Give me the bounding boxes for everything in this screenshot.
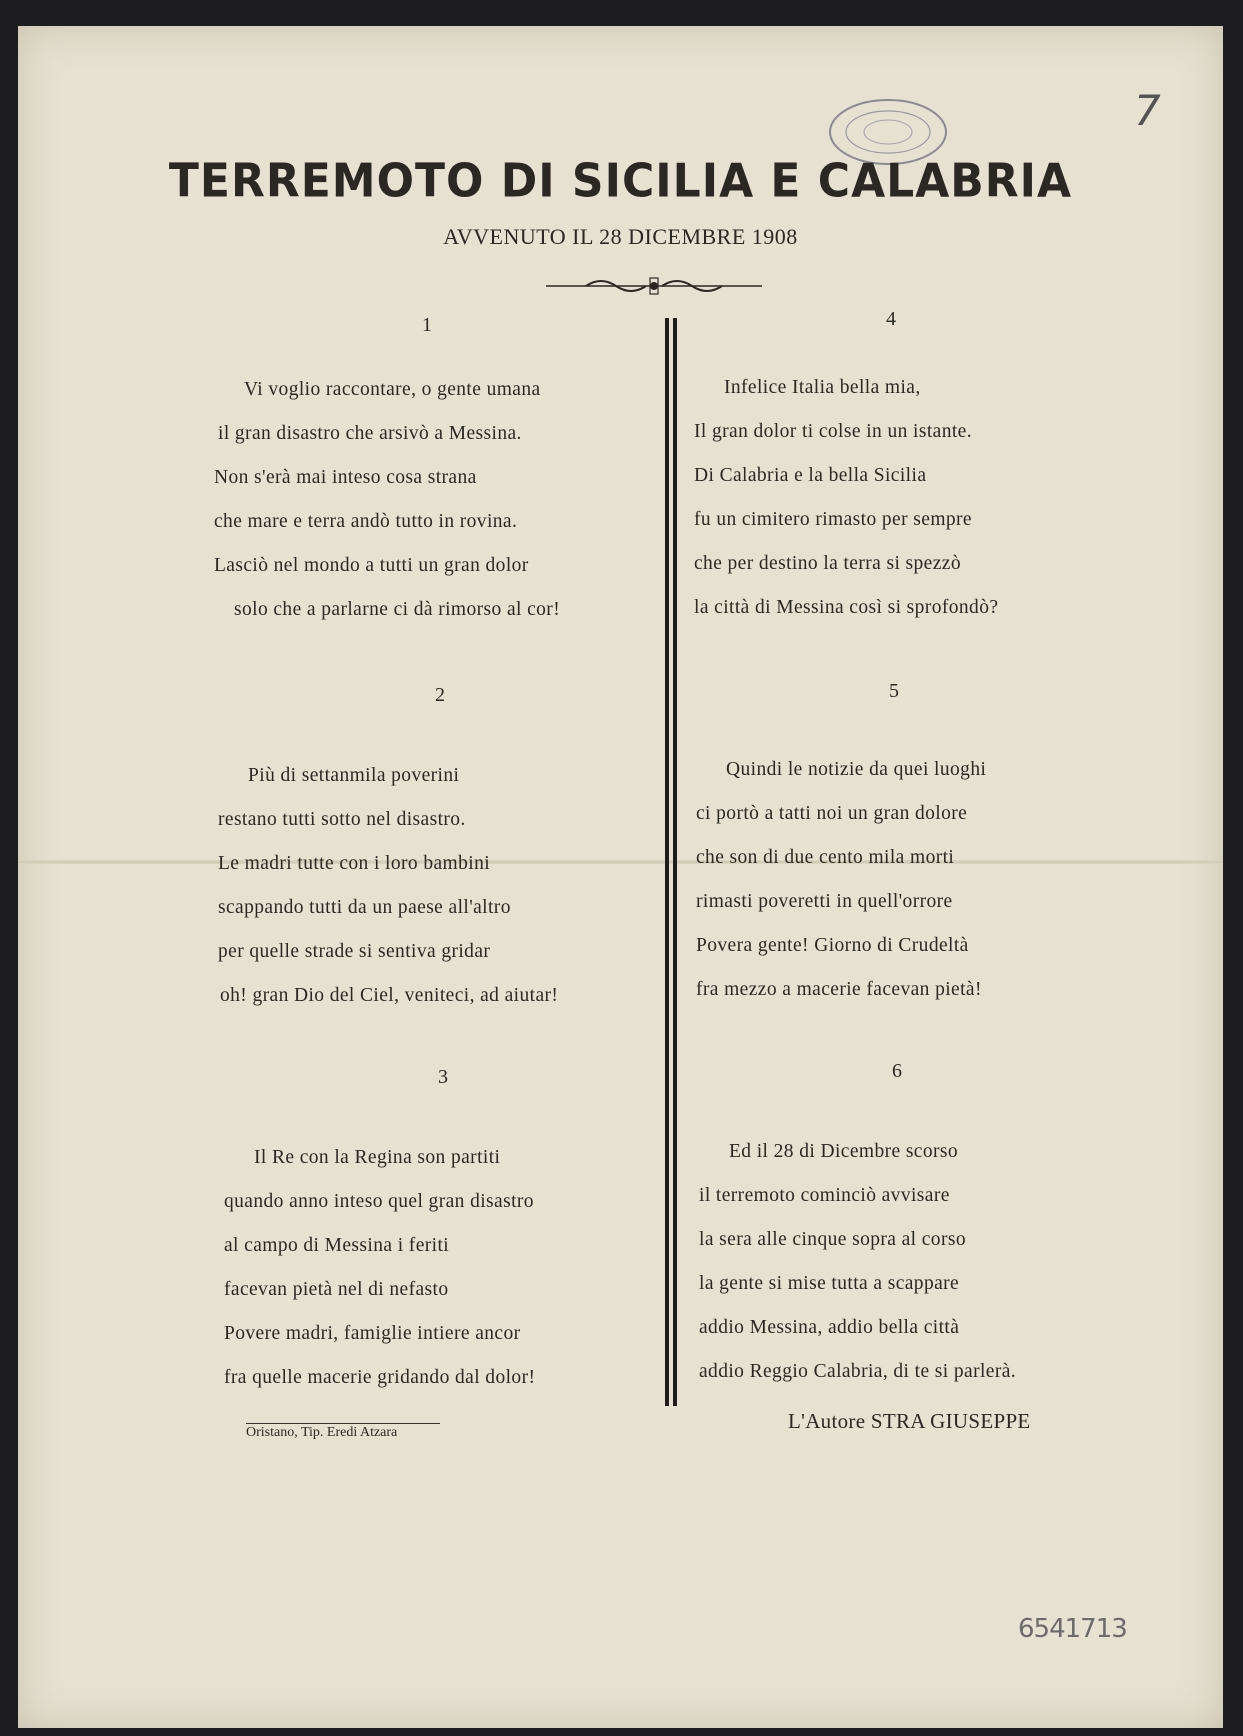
- stanza-line: Più di settanmila poverini: [248, 765, 460, 786]
- stanza-line: la sera alle cinque sopra al corso: [699, 1229, 966, 1250]
- column-divider: [663, 318, 679, 1406]
- stanza-line: Lasciò nel mondo a tutti un gran dolor: [214, 555, 529, 576]
- stanza-number-3: 3: [438, 1066, 448, 1088]
- stanza-line: fu un cimitero rimasto per sempre: [694, 509, 972, 530]
- author-credit: L'Autore STRA GIUSEPPE: [788, 1409, 1031, 1433]
- stanza-line: il terremoto cominciò avvisare: [699, 1185, 950, 1206]
- stanza-line: facevan pietà nel di nefasto: [224, 1279, 449, 1300]
- poster-title: TERREMOTO DI SICILIA E CALABRIA: [168, 154, 1073, 209]
- stanza-line: Di Calabria e la bella Sicilia: [694, 465, 927, 486]
- stanza-line: rimasti poveretti in quell'orrore: [696, 891, 953, 912]
- page-number: 7: [1134, 86, 1161, 135]
- stanza-number-4: 4: [886, 308, 896, 330]
- stanza-line: fra quelle macerie gridando dal dolor!: [224, 1367, 536, 1388]
- stanza-line: Povera gente! Giorno di Crudeltà: [696, 935, 969, 956]
- stanza-number-2: 2: [435, 684, 445, 706]
- stanza-line: scappando tutti da un paese all'altro: [218, 897, 511, 918]
- stanza-line: Povere madri, famiglie intiere ancor: [224, 1323, 521, 1344]
- stanza-line: che mare e terra andò tutto in rovina.: [214, 511, 518, 532]
- stanza-line: Ed il 28 di Dicembre scorso: [729, 1141, 959, 1162]
- stanza-6: [699, 1130, 1016, 1394]
- stanza-line: Non s'erà mai inteso cosa strana: [214, 467, 477, 488]
- stanza-3: [224, 1136, 535, 1400]
- stanza-line: addio Messina, addio bella città: [699, 1317, 960, 1338]
- stanza-line: Quindi le notizie da quei luoghi: [726, 759, 987, 780]
- stanza-line: che per destino la terra si spezzò: [694, 553, 961, 574]
- stanza-5: [696, 748, 986, 1012]
- stanza-line: Il Re con la Regina son partiti: [254, 1147, 501, 1168]
- catalog-number: 6541713: [1018, 1614, 1127, 1644]
- stanza-1: [214, 368, 560, 632]
- stanza-line: ci portò a tatti noi un gran dolore: [696, 803, 968, 824]
- stanza-line: che son di due cento mila morti: [696, 847, 955, 868]
- stanza-line: il gran disastro che arsivò a Messina.: [218, 423, 522, 444]
- stanza-number-6: 6: [892, 1060, 902, 1082]
- stanza-number-5: 5: [889, 680, 899, 702]
- poster-subtitle: AVVENUTO IL 28 DICEMBRE 1908: [443, 224, 798, 249]
- stanza-line: oh! gran Dio del Ciel, veniteci, ad aiutar!: [220, 985, 559, 1006]
- printer-credit: Oristano, Tip. Eredi Atzara: [246, 1425, 398, 1440]
- stanza-line: Il gran dolor ti colse in un istante.: [694, 421, 972, 442]
- stanza-line: solo che a parlarne ci dà rimorso al cor!: [234, 599, 561, 620]
- stanza-line: per quelle strade si sentiva gridar: [218, 941, 491, 962]
- stanza-number-1: 1: [422, 314, 432, 336]
- footer-rule: [246, 1423, 440, 1424]
- stanza-line: Infelice Italia bella mia,: [724, 377, 921, 398]
- paper-fold: [18, 860, 1223, 864]
- stanza-line: la città di Messina così si sprofondò?: [694, 597, 999, 618]
- stanza-line: addio Reggio Calabria, di te si parlerà.: [699, 1361, 1017, 1382]
- ornament-divider-icon: [546, 275, 762, 297]
- stanza-line: fra mezzo a macerie facevan pietà!: [696, 979, 982, 1000]
- stanza-line: restano tutti sotto nel disastro.: [218, 809, 466, 830]
- stanza-line: Le madri tutte con i loro bambini: [218, 853, 491, 874]
- stanza-line: quando anno inteso quel gran disastro: [224, 1191, 534, 1212]
- stanza-line: la gente si mise tutta a scappare: [699, 1273, 960, 1294]
- stanza-2: [218, 754, 558, 1018]
- stanza-line: al campo di Messina i feriti: [224, 1235, 450, 1256]
- stanza-line: Vi voglio raccontare, o gente umana: [244, 379, 541, 400]
- document-sheet: [18, 26, 1223, 1728]
- stanza-4: [694, 366, 998, 630]
